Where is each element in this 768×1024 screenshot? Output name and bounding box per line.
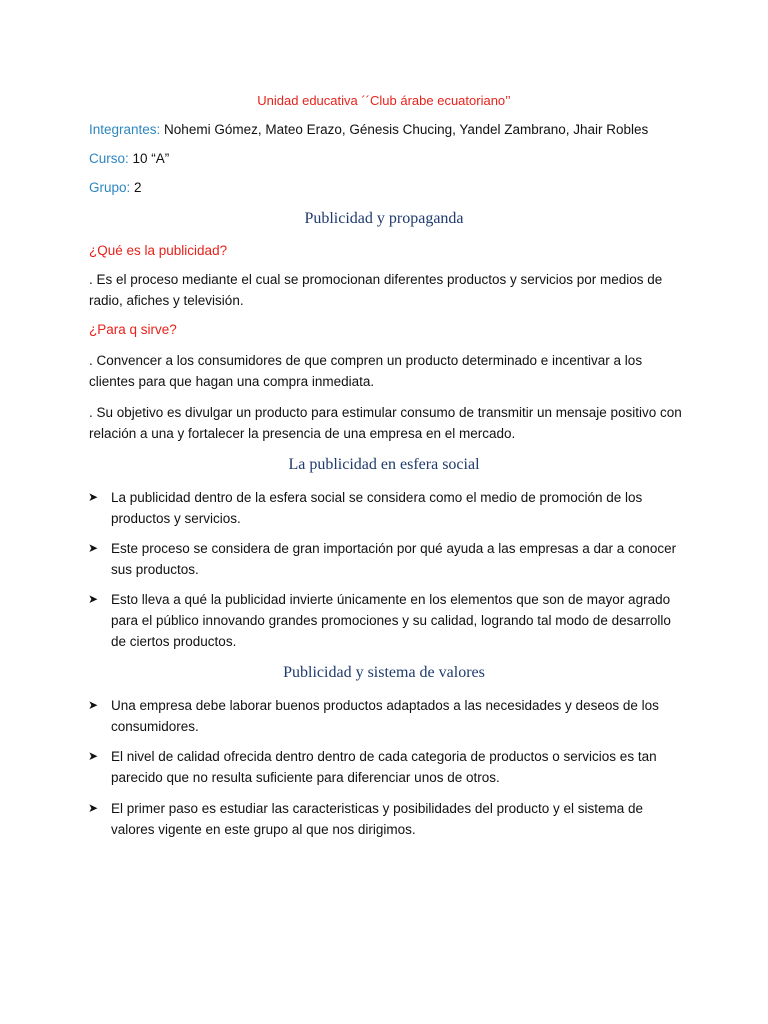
- arrow-bullet-icon: ➤: [88, 592, 99, 606]
- arrow-bullet-icon: ➤: [88, 490, 99, 504]
- section-heading-esfera-social: La publicidad en esfera social: [288, 456, 480, 473]
- grupo-value: 2: [130, 180, 142, 195]
- paragraph-1: . Es el proceso mediante el cual se promocionan diferentes productos y servicios por medios de radio, afiches y televisión.: [89, 272, 663, 308]
- bullet-text: Este proceso se considera de gran importación por qué ayuda a las empresas a dar a conocer sus productos.: [111, 541, 677, 577]
- bullet-text: El nivel de calidad ofrecida dentro dentro de cada categoria de productos o servicios es tan parecido que no resulta suficiente para diferenciar unos de otros.: [111, 749, 657, 785]
- section-heading-sistema-valores: Publicidad y sistema de valores: [283, 664, 485, 681]
- curso-label: Curso:: [89, 151, 129, 166]
- bullet-item: [88, 746, 681, 788]
- bullet-text: La publicidad dentro de la esfera social se considera como el medio de promoción de los productos y servicios.: [111, 490, 643, 526]
- integrantes-line: [89, 122, 648, 137]
- grupo-line: [89, 180, 142, 195]
- question-2: ¿Para q sirve?: [89, 322, 177, 337]
- bullet-item: [88, 487, 681, 529]
- bullet-text: Esto lleva a qué la publicidad invierte únicamente en los elementos que son de mayor agrado para el público innovando grandes promociones y su calidad, logrando tal modo de desarrollo de ciertos productos.: [111, 592, 671, 649]
- bullet-item: [88, 798, 681, 840]
- bullet-item: [88, 695, 681, 737]
- question-1: ¿Qué es la publicidad?: [89, 243, 228, 258]
- arrow-bullet-icon: ➤: [88, 541, 99, 555]
- curso-line: [89, 151, 169, 166]
- bullet-text: Una empresa debe laborar buenos productos adaptados a las necesidades y deseos de los consumidores.: [111, 698, 659, 734]
- bullet-item: [88, 538, 681, 580]
- integrantes-value: Nohemi Gómez, Mateo Erazo, Génesis Chucing, Yandel Zambrano, Jhair Robles: [160, 122, 649, 137]
- integrantes-label: Integrantes:: [89, 122, 161, 137]
- bullet-text: El primer paso es estudiar las caracteristicas y posibilidades del producto y el sistema de valores vigente en este grupo al que nos dirigimos.: [111, 801, 643, 837]
- paragraph-3: . Su objetivo es divulgar un producto para estimular consumo de transmitir un mensaje positivo con relación a una y fortalecer la presencia de una empresa en el mercado.: [89, 405, 682, 441]
- curso-value: 10 “A”: [128, 151, 170, 166]
- arrow-bullet-icon: ➤: [88, 749, 99, 763]
- main-title: Publicidad y propaganda: [304, 210, 464, 227]
- paragraph-2: . Convencer a los consumidores de que compren un producto determinado e incentivar a los clientes para que hagan una compra inmediata.: [89, 353, 643, 389]
- school-name: Unidad educativa ´´Club árabe ecuatoriano’’: [257, 93, 511, 108]
- bullet-item: [88, 589, 681, 652]
- arrow-bullet-icon: ➤: [88, 698, 99, 712]
- grupo-label: Grupo:: [89, 180, 131, 195]
- arrow-bullet-icon: ➤: [88, 801, 99, 815]
